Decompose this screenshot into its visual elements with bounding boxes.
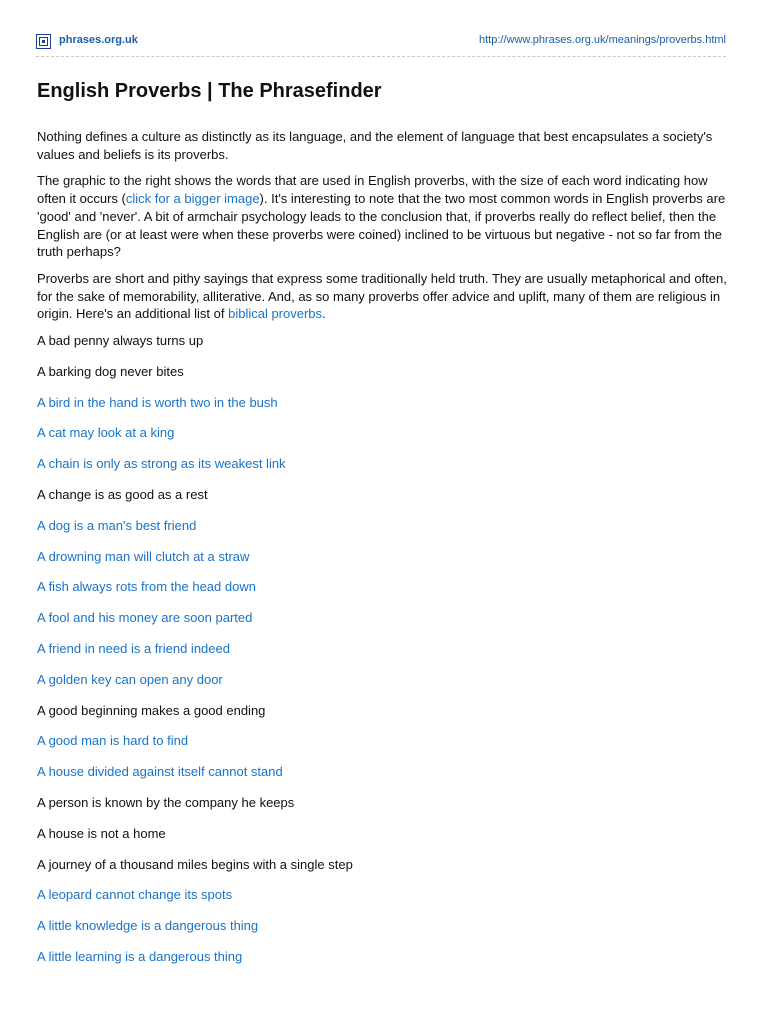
proverb-item: A journey of a thousand miles begins with a single step bbox=[37, 856, 353, 872]
biblical-proverbs-link[interactable]: biblical proverbs bbox=[228, 306, 323, 322]
proverb-link[interactable]: A little knowledge is a dangerous thing bbox=[37, 918, 259, 934]
proverb-link[interactable]: A good man is hard to find bbox=[37, 733, 189, 749]
proverb-link[interactable]: A drowning man will clutch at a straw bbox=[37, 548, 250, 564]
proverb-item: A good beginning makes a good ending bbox=[37, 702, 266, 718]
intro-paragraph-2-text-before: The graphic to the right shows the words that are used in English proverbs, with the size of each word indicating how often it occurs ( bbox=[37, 173, 708, 207]
intro-paragraph-2 bbox=[37, 172, 731, 261]
header-divider bbox=[36, 56, 726, 57]
proverb-item: A person is known by the company he keeps bbox=[37, 794, 295, 810]
proverb-item: A house is not a home bbox=[37, 825, 166, 841]
proverb-link[interactable]: A house divided against itself cannot stand bbox=[37, 764, 283, 780]
proverb-list bbox=[37, 332, 731, 965]
proverb-link[interactable]: A friend in need is a friend indeed bbox=[37, 641, 230, 656]
proverb-link[interactable]: A dog is a man's best friend bbox=[37, 517, 197, 533]
page-header bbox=[36, 33, 726, 51]
proverb-link[interactable]: A fool and his money are soon parted bbox=[37, 610, 253, 626]
proverb-item: A change is as good as a rest bbox=[37, 487, 208, 503]
proverb-link[interactable]: A little learning is a dangerous thing bbox=[37, 948, 243, 964]
intro-paragraph-2-text-after: ). It's interesting to note that the two most common words in English proverbs are 'good' and 'never'. A bit of armchair psychology leads to the conclusion that, if proverbs really do reflect belief, then the English are (or at least were when these proverbs were coined) inclined to be virtuous but negative - not so far from the truth perhaps? bbox=[37, 191, 726, 260]
page-title: English Proverbs | The Phrasefinder bbox=[37, 80, 382, 102]
proverb-link[interactable]: A golden key can open any door bbox=[37, 671, 223, 687]
concentric-square-icon bbox=[36, 34, 51, 49]
intro-paragraph-1: Nothing defines a culture as distinctly as its language, and the element of language that best encapsulates a society's values and beliefs is its proverbs. bbox=[37, 129, 713, 162]
proverb-link[interactable]: A chain is only as strong as its weakest link bbox=[37, 456, 286, 472]
proverb-link[interactable]: A bird in the hand is worth two in the bush bbox=[37, 394, 278, 410]
intro-paragraph-3-text-after: . bbox=[322, 306, 326, 322]
site-name-link[interactable]: phrases.org.uk bbox=[59, 34, 138, 46]
proverb-item: A bad penny always turns up bbox=[37, 333, 204, 349]
intro-paragraph-3 bbox=[37, 270, 731, 323]
proverb-link[interactable]: A fish always rots from the head down bbox=[37, 579, 256, 595]
proverb-link[interactable]: A cat may look at a king bbox=[37, 425, 175, 441]
proverb-link[interactable]: A leopard cannot change its spots bbox=[37, 887, 233, 903]
proverb-item: A barking dog never bites bbox=[37, 363, 184, 379]
bigger-image-link[interactable]: click for a bigger image bbox=[125, 191, 260, 207]
intro-paragraph-3-text-before: Proverbs are short and pithy sayings that express some traditionally held truth. They are usually metaphorical and often, for the sake of memorability, alliterative. And, as so many proverbs offer advice and uplift, many of them are religious in origin. Here's an additional list of bbox=[37, 270, 727, 322]
main-content bbox=[37, 78, 731, 979]
page-url-link[interactable]: http://www.phrases.org.uk/meanings/proverbs.html bbox=[478, 34, 726, 46]
